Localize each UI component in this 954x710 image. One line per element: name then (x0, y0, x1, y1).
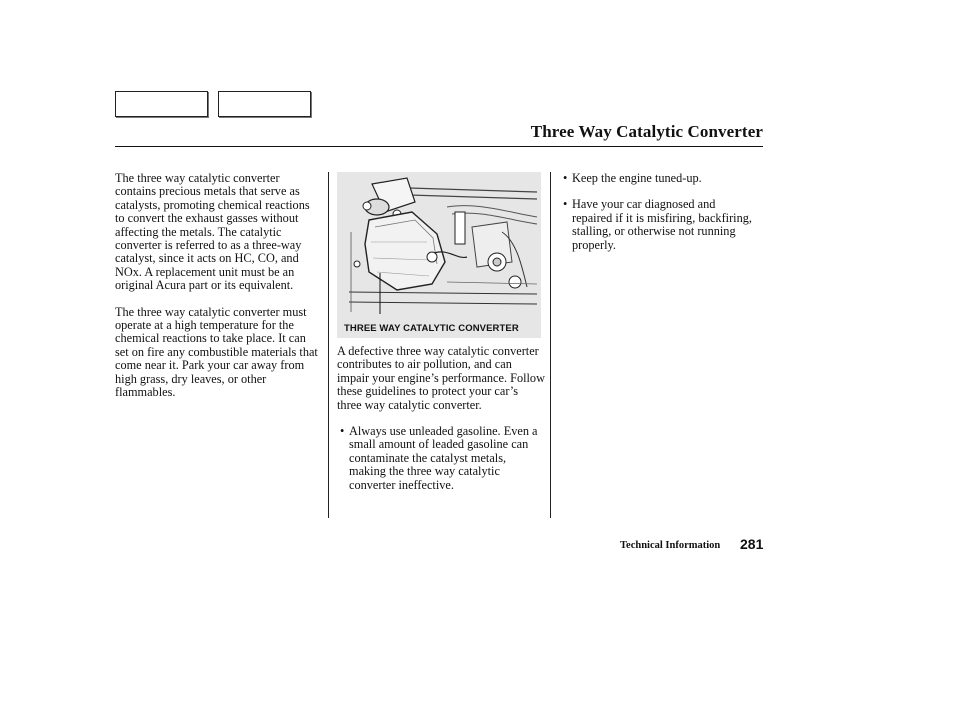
column-divider-2 (550, 172, 551, 518)
nav-button-2[interactable] (218, 91, 311, 117)
list-item (560, 172, 755, 185)
bullet-icon: • (563, 171, 568, 185)
page-number: 281 (740, 536, 764, 552)
bullet-icon: • (563, 197, 568, 212)
middle-paragraph-1: A defective three way catalytic converter contributes to air pollution, and can impair your engine’s performance. Follow these guidelines to protect your car’s three way catalytic converter. (337, 344, 545, 412)
column-divider-1 (328, 172, 329, 518)
figure-caption: THREE WAY CATALYTIC CONVERTER (344, 323, 519, 334)
middle-column (337, 345, 545, 492)
right-column (560, 172, 755, 252)
bullet-text: Have your car diagnosed and repaired if it is misfiring, backfiring, stalling, or otherwise not running properly. (572, 197, 752, 252)
page-title: Three Way Catalytic Converter (530, 122, 763, 141)
bullet-text: Always use unleaded gasoline. Even a small amount of leaded gasoline can contaminate the catalyst metals, making the three way catalytic converter ineffective. (349, 424, 538, 492)
left-paragraph-1: The three way catalytic converter contains precious metals that serve as catalysts, promoting chemical reactions to convert the exhaust gasses without affecting the metals. The catalytic converter is referred to as a three-way catalyst, since it acts on HC, CO, and NOx. A replacement unit must be an original Acura part or its equivalent. (115, 171, 310, 293)
list-item (560, 198, 755, 252)
footer-section-label: Technical Information (620, 540, 721, 551)
catalytic-converter-figure (337, 172, 541, 338)
title-rule (115, 146, 763, 147)
list-item (337, 425, 545, 492)
bullet-text: Keep the engine tuned-up. (572, 171, 702, 185)
left-paragraph-2: The three way catalytic converter must operate at a high temperature for the chemical reactions to take place. It can set on fire any combustible materials that come near it. Park your car away from high grass, dry leaves, or other flammables. (115, 304, 318, 400)
left-column (115, 172, 320, 400)
engine-illustration (337, 172, 541, 338)
bullet-icon: • (340, 424, 345, 439)
nav-button-1[interactable] (115, 91, 208, 117)
